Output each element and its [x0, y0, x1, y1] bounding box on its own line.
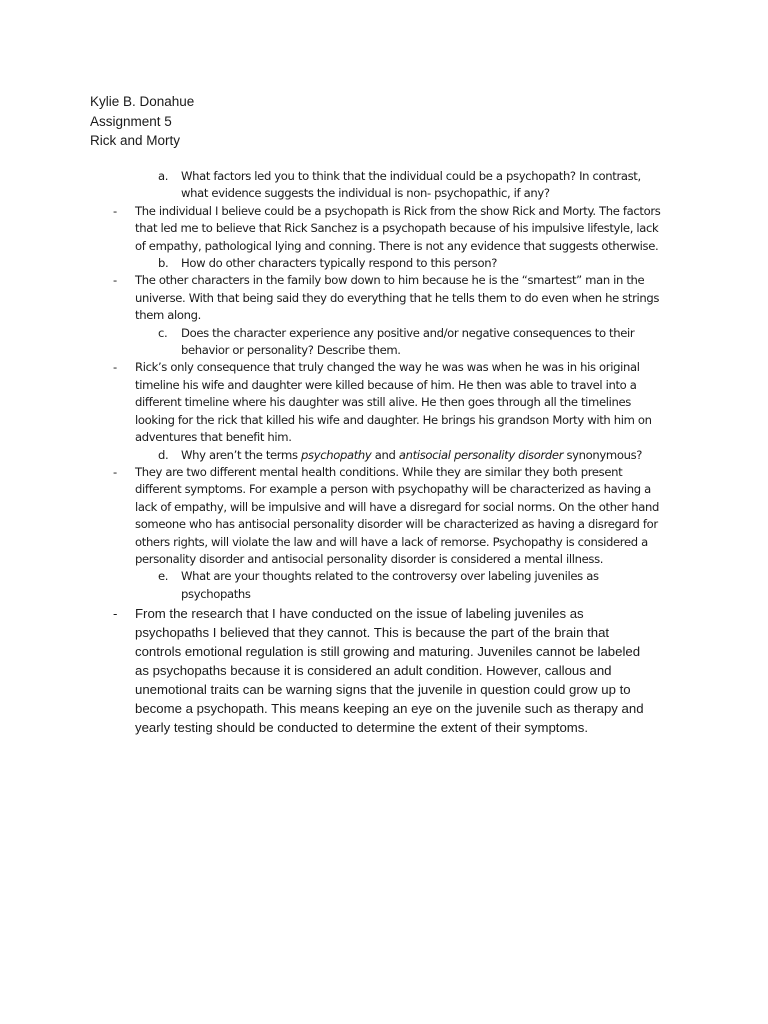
answer-c: [0, 359, 675, 446]
question-d: [0, 447, 661, 464]
answer-line: Rick’s only consequence that truly changed the way he was was when he was in his original: [135, 360, 640, 375]
answer-b: [0, 272, 675, 324]
term-antisocial-personality-disorder: antisocial personality disorder: [398, 447, 564, 462]
bullet-dash: -: [113, 360, 117, 375]
bullet-dash: -: [113, 606, 118, 622]
question-c: [0, 325, 661, 360]
answer-line: personality disorder and antisocial personality disorder is considered a mental illness.: [135, 551, 604, 566]
answer-line: From the research that I have conducted on the issue of labeling juveniles as: [135, 606, 584, 622]
question-letter: c.: [158, 325, 168, 340]
answer-line: become a psychopath. This means keeping an eye on the juvenile such as therapy and: [135, 701, 644, 717]
answer-line: that led me to believe that Rick Sanchez is a psychopath because of his impulsive lifestyle, lack: [135, 221, 659, 236]
answer-line: others rights, will violate the law and will have a lack of remorse. Psychopathy is considered a: [135, 534, 648, 549]
author-name: Kylie B. Donahue: [90, 94, 195, 109]
question-letter: a.: [158, 169, 169, 183]
document-header: [90, 92, 194, 151]
question-line: psychopaths: [181, 586, 251, 601]
question-line: What are your thoughts related to the controversy over labeling juveniles as: [181, 569, 599, 584]
question-letter: e.: [158, 569, 169, 584]
bullet-dash: -: [113, 203, 117, 218]
answer-line: psychopaths I believed that they cannot. This is because the part of the brain that: [135, 625, 610, 641]
answer-line: different timeline where his daughter was still alive. He then goes through all the timelines: [135, 395, 631, 410]
answer-e: [0, 604, 670, 737]
assignment-subject: Rick and Morty: [90, 133, 181, 148]
answer-line: lack of empathy, will be impulsive and will have a disregard for social norms. On the other hand: [135, 499, 660, 514]
answer-line: adventures that benefit him.: [135, 430, 292, 445]
question-letter: b.: [158, 256, 169, 271]
question-text: and: [371, 447, 399, 462]
assignment-title: Assignment 5: [90, 113, 172, 129]
term-psychopathy: psychopathy: [301, 447, 372, 462]
question-line: [181, 447, 661, 464]
answer-line: as psychopaths because it is considered an adult condition. However, callous and: [135, 663, 612, 679]
answer-line: different symptoms. For example a person with psychopathy will be characterized as having a: [135, 482, 651, 497]
question-line: behavior or personality? Describe them.: [181, 343, 401, 358]
question-a: [0, 168, 661, 203]
bullet-dash: -: [113, 273, 117, 288]
question-e: [0, 568, 661, 603]
question-line: Does the character experience any positive and/or negative consequences to their: [181, 325, 635, 340]
answer-line: timeline his wife and daughter were killed because of him. He then was able to travel into a: [135, 377, 637, 392]
bullet-dash: -: [113, 464, 117, 479]
answer-line: someone who has antisocial personality disorder will be characterized as having a disregard for: [135, 517, 658, 532]
answer-line: yearly testing should be conducted to determine the extent of their symptoms.: [135, 720, 589, 736]
question-line: What factors led you to think that the individual could be a psychopath? In contrast,: [181, 169, 641, 183]
answer-line: them along.: [135, 308, 201, 323]
question-letter: d.: [158, 447, 169, 462]
answer-line: The other characters in the family bow down to him because he is the “smartest” man in the: [135, 273, 645, 288]
answer-line: of empathy, pathological lying and conning. There is not any evidence that suggests otherwise.: [135, 238, 659, 253]
question-line: what evidence suggests the individual is non- psychopathic, if any?: [181, 186, 550, 201]
answer-line: They are two different mental health conditions. While they are similar they both present: [135, 464, 623, 479]
answer-line: looking for the rick that killed his wife and daughter. He brings his grandson Morty with him on: [135, 412, 652, 427]
question-text: Why aren’t the terms: [181, 447, 301, 462]
answer-line: The individual I believe could be a psychopath is Rick from the show Rick and Morty. The factors: [135, 203, 661, 218]
document-body: [0, 168, 768, 737]
answer-line: unemotional traits can be warning signs that the juvenile in question could grow up to: [135, 682, 631, 698]
question-text: synonymous?: [563, 447, 643, 462]
question-b: [0, 255, 661, 272]
answer-d: [0, 464, 675, 568]
answer-a: [0, 203, 675, 255]
question-line: How do other characters typically respond to this person?: [181, 256, 498, 271]
answer-line: universe. With that being said they do everything that he tells them to do even when he strings: [135, 290, 660, 305]
answer-line: controls emotional regulation is still growing and maturing. Juveniles cannot be labeled: [135, 644, 641, 660]
